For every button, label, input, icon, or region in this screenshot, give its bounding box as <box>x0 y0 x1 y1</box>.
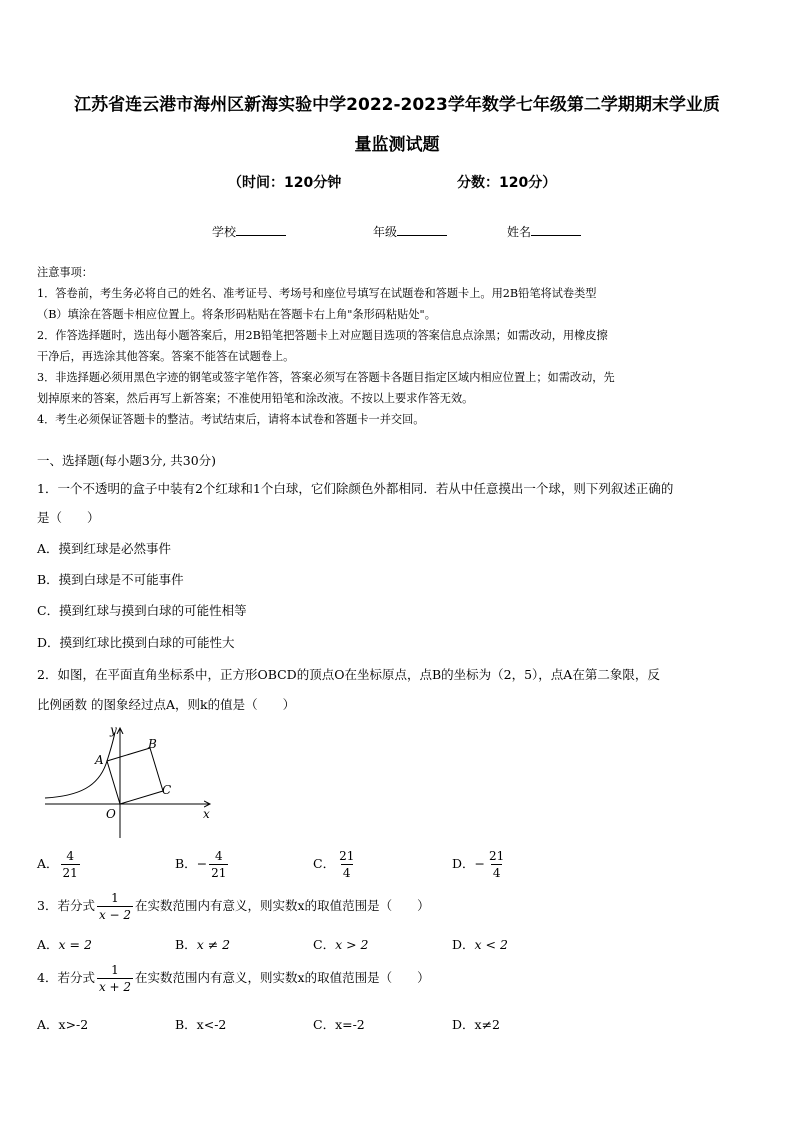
school-label: 学校 <box>212 225 237 239</box>
grade-blank <box>397 223 447 236</box>
q2-option-b: B．− $\frac{4}{21}$ <box>175 849 227 880</box>
q2-stem-line1: 2．如图，在平面直角坐标系中，正方形OBCD的顶点O在坐标原点，点B的坐标为（2，5），点A在第二象限，反 <box>37 667 660 682</box>
q4-option-c: C．x=-2 <box>313 1017 365 1032</box>
grade-label: 年级 <box>373 225 398 239</box>
q4-option-b: B．x<-2 <box>175 1017 227 1032</box>
exam-time: （时间：120分钟 <box>228 175 342 191</box>
q2-option-c: C． $\frac{21}{4}$ <box>313 849 355 880</box>
notes-line: 1．答卷前，考生务必将自己的姓名、准考证号、考场号和座位号填写在试题卷和答题卡上。用2B铅笔将试卷类型 <box>37 287 597 300</box>
label-o: O <box>106 807 116 821</box>
notes-line: 3．非选择题必须用黑色字迹的钢笔或签字笔作答，答案必须写在答题卡各题目指定区域内相应位置上；如需改动，先 <box>37 371 615 384</box>
grade-field <box>373 223 447 240</box>
q2-option-d: D．− $\frac{21}{4}$ <box>452 849 505 880</box>
notes-block <box>37 262 762 430</box>
q2-figure <box>40 724 220 842</box>
notes-line: 2．作答选择题时，选出每小题答案后，用2B铅笔把答题卡上对应题目选项的答案信息点涂黑；如需改动，用橡皮擦 <box>37 329 608 342</box>
q3-option-d: D．x < 2 <box>452 937 508 952</box>
name-label: 姓名 <box>507 225 532 239</box>
label-y: y <box>110 724 117 737</box>
q3-option-b: B．x ≠ 2 <box>175 937 231 952</box>
notes-line: （B）填涂在答题卡相应位置上。将条形码粘贴在答题卡右上角"条形码粘贴处"。 <box>37 308 436 321</box>
q1-option-b: B．摸到白球是不可能事件 <box>37 572 184 587</box>
notes-line: 划掉原来的答案，然后再写上新答案；不准使用铅笔和涂改液。不按以上要求作答无效。 <box>37 392 474 405</box>
q1-option-a: A．摸到红球是必然事件 <box>37 541 172 556</box>
hyperbola-curve <box>45 732 115 798</box>
q1-stem-line1: 1．一个不透明的盒子中装有2个红球和1个白球，它们除颜色外都相同．若从中任意摸出一个球，则下列叙述正确的 <box>37 481 674 496</box>
q4-option-d: D．x≠2 <box>452 1017 500 1032</box>
q1-option-c: C．摸到红球与摸到白球的可能性相等 <box>37 603 247 618</box>
name-blank <box>531 223 581 236</box>
label-c: C <box>162 783 172 797</box>
exam-title-line1: 江苏省连云港市海州区新海实验中学2022-2023学年数学七年级第二学期期末学业质 <box>74 95 720 115</box>
name-field <box>507 223 581 240</box>
q4-stem: 4．若分式 $\frac{1}{x + 2}$ 在实数范围内有意义，则实数x的取值范围是（ ） <box>37 963 430 994</box>
q3-option-a: A．x = 2 <box>37 937 92 952</box>
q2-stem-line2: 比例函数 的图象经过点A，则k的值是（ ） <box>37 697 296 712</box>
q3-option-c: C．x > 2 <box>313 937 369 952</box>
label-x: x <box>203 807 210 821</box>
exam-score: 分数：120分） <box>457 175 557 191</box>
school-blank <box>236 223 286 236</box>
q3-stem: 3．若分式 $\frac{1}{x - 2}$ 在实数范围内有意义，则实数x的取值范围是（ ） <box>37 891 430 922</box>
square-oabc <box>107 748 163 804</box>
label-a: A <box>95 753 104 767</box>
q2-option-a: A． $\frac{4}{21}$ <box>37 849 78 880</box>
notes-line: 4．考生必须保证答题卡的整洁。考试结束后，请将本试卷和答题卡一并交回。 <box>37 413 425 426</box>
section1-heading: 一、选择题(每小题3分, 共30分) <box>37 453 217 468</box>
label-b: B <box>148 737 157 751</box>
notes-line: 干净后，再选涂其他答案。答案不能答在试题卷上。 <box>37 350 295 363</box>
exam-title-line2: 量监测试题 <box>354 135 440 155</box>
q1-stem-line2: 是（ ） <box>37 510 100 525</box>
q4-option-a: A．x>-2 <box>37 1017 89 1032</box>
q1-option-d: D．摸到红球比摸到白球的可能性大 <box>37 635 235 650</box>
school-field <box>212 223 286 240</box>
notes-heading: 注意事项： <box>37 266 93 279</box>
